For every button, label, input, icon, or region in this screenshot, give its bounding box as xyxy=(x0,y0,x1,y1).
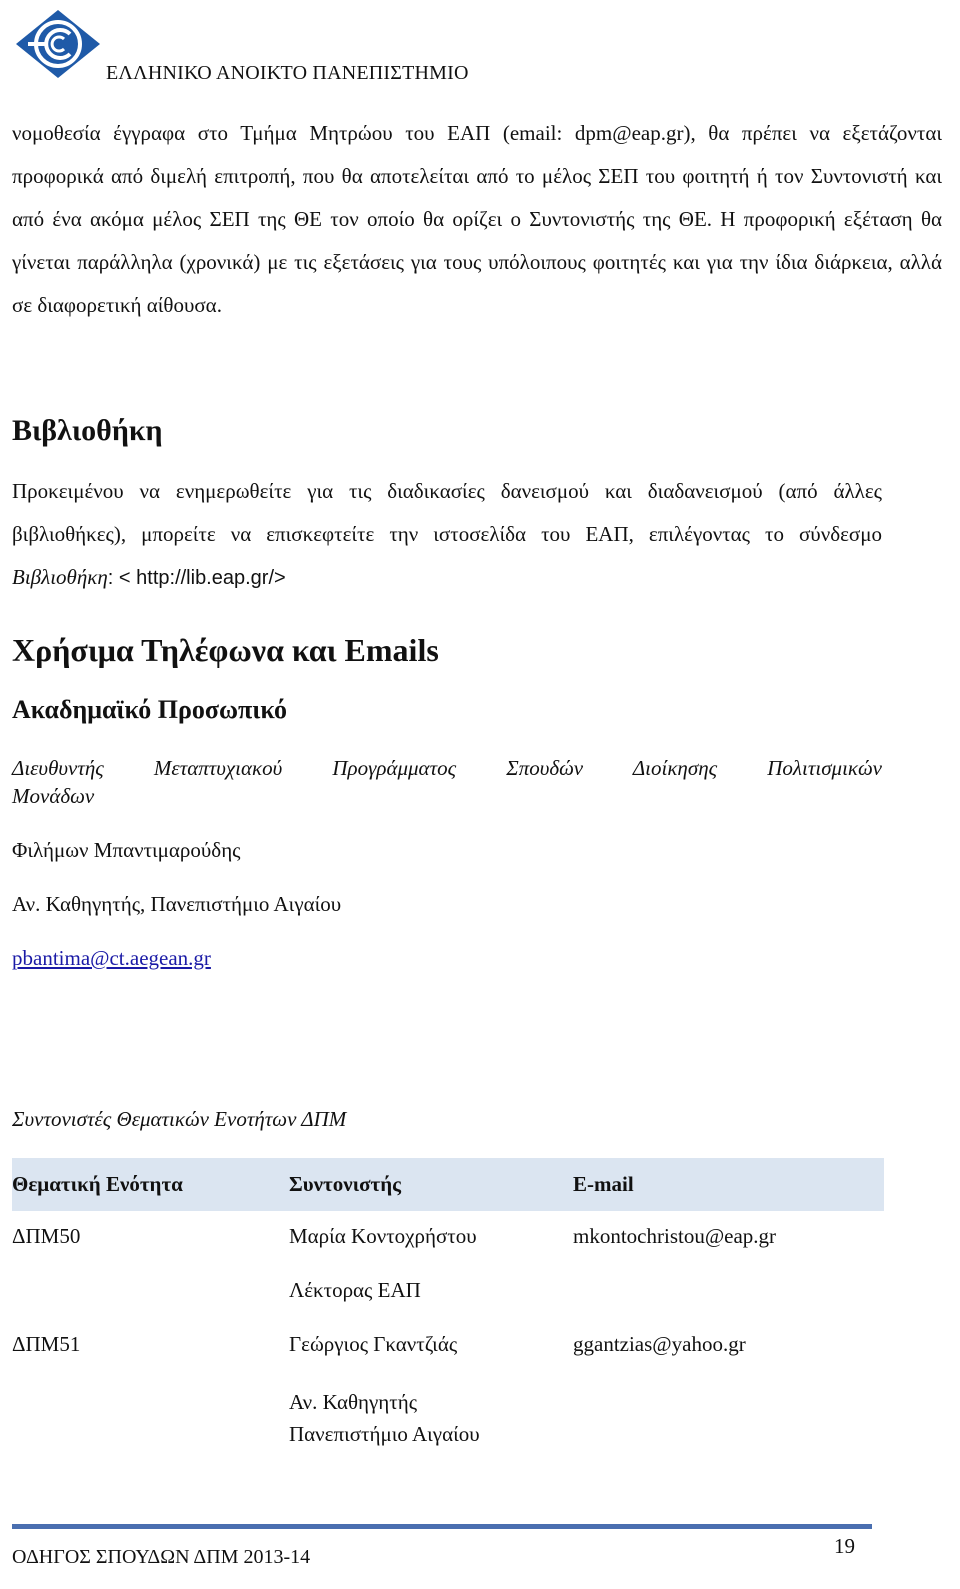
header-unit: Θεματική Ενότητα xyxy=(12,1158,289,1211)
intro-paragraph: νομοθεσία έγγραφα στο Τμήμα Μητρώου του ΕΑΠ (email: dpm@eap.gr), θα πρέπει να εξετάζονται προφορικά από διμελή επιτροπή, που θα αποτελείται από το μέλος ΣΕΠ του φοιτητή ή τον Συντονιστή και από ένα ακόμα μέλος ΣΕΠ της ΘΕ τον οποίο θα ορίζει ο Συντονιστής της ΘΕ. Η προφορική εξέταση θα γίνεται παράλληλα (χρονικά) με τις εξετάσεις για τους υπόλοιπους φοιτητές και για την ίδια διάρκεια, αλλά σε διαφορετική αίθουσα. xyxy=(12,121,942,317)
eap-logo-icon xyxy=(14,8,102,80)
director-role-cont: Μονάδων xyxy=(12,784,95,808)
library-link-label: Βιβλιοθήκη xyxy=(12,565,108,589)
email-cell: ggantzias@yahoo.gr xyxy=(573,1332,746,1356)
director-email-link[interactable]: pbantima@ct.aegean.gr xyxy=(12,946,211,970)
footer-title: ΟΔΗΓΟΣ ΣΠΟΥΔΩΝ ΔΠΜ 2013-14 xyxy=(12,1546,311,1568)
coordinator-title-cell: Λέκτορας ΕΑΠ xyxy=(289,1278,421,1302)
phones-heading: Χρήσιμα Τηλέφωνα και Emails xyxy=(12,632,439,668)
header-coordinator: Συντονιστής xyxy=(289,1158,573,1211)
director-name: Φιλήμων Μπαντιμαρούδης xyxy=(12,838,241,862)
director-title: Αν. Καθηγητής, Πανεπιστήμιο Αιγαίου xyxy=(12,892,342,916)
coordinator-name-cell: Γεώργιος Γκαντζιάς xyxy=(289,1332,458,1356)
library-link[interactable]: : < http://lib.eap.gr/> xyxy=(107,567,286,589)
coordinator-title-line: Πανεπιστήμιο Αιγαίου xyxy=(289,1422,480,1446)
table-row xyxy=(12,1319,884,1373)
table-header-row xyxy=(12,1158,884,1211)
unit-cell: ΔΠΜ50 xyxy=(12,1224,81,1248)
academic-staff-heading: Ακαδημαϊκό Προσωπικό xyxy=(12,695,288,724)
library-heading: Βιβλιοθήκη xyxy=(12,414,163,447)
page-number: 19 xyxy=(834,1534,855,1558)
university-name: ΕΛΛΗΝΙΚΟ ΑΝΟΙΚΤΟ ΠΑΝΕΠΙΣΤΗΜΙΟ xyxy=(106,62,469,84)
footer-divider xyxy=(12,1524,872,1529)
table-row xyxy=(12,1373,884,1450)
director-role: Διευθυντής Μεταπτυχιακού Προγράμματος Σπουδών Διοίκησης Πολιτισμικών xyxy=(12,756,882,780)
coordinator-title-cell xyxy=(289,1373,573,1450)
email-cell: mkontochristou@eap.gr xyxy=(573,1224,777,1248)
library-text: Προκειμένου να ενημερωθείτε για τις διαδικασίες δανεισμού και διαδανεισμού (από άλλες βιβλιοθήκες), μπορείτε να επισκεφτείτε την ιστοσελίδα του ΕΑΠ, επιλέγοντας το σύνδεσμο xyxy=(12,479,882,546)
coordinators-title: Συντονιστές Θεματικών Ενοτήτων ΔΠΜ xyxy=(12,1107,347,1131)
unit-cell: ΔΠΜ51 xyxy=(12,1332,81,1356)
table-row xyxy=(12,1211,884,1265)
coordinator-title-line: Αν. Καθηγητής xyxy=(289,1390,418,1414)
table-row xyxy=(12,1265,884,1319)
header-email: E-mail xyxy=(573,1158,884,1211)
coordinators-table xyxy=(12,1158,884,1450)
library-paragraph xyxy=(12,470,882,600)
coordinator-name-cell: Μαρία Κοντοχρήστου xyxy=(289,1224,477,1248)
